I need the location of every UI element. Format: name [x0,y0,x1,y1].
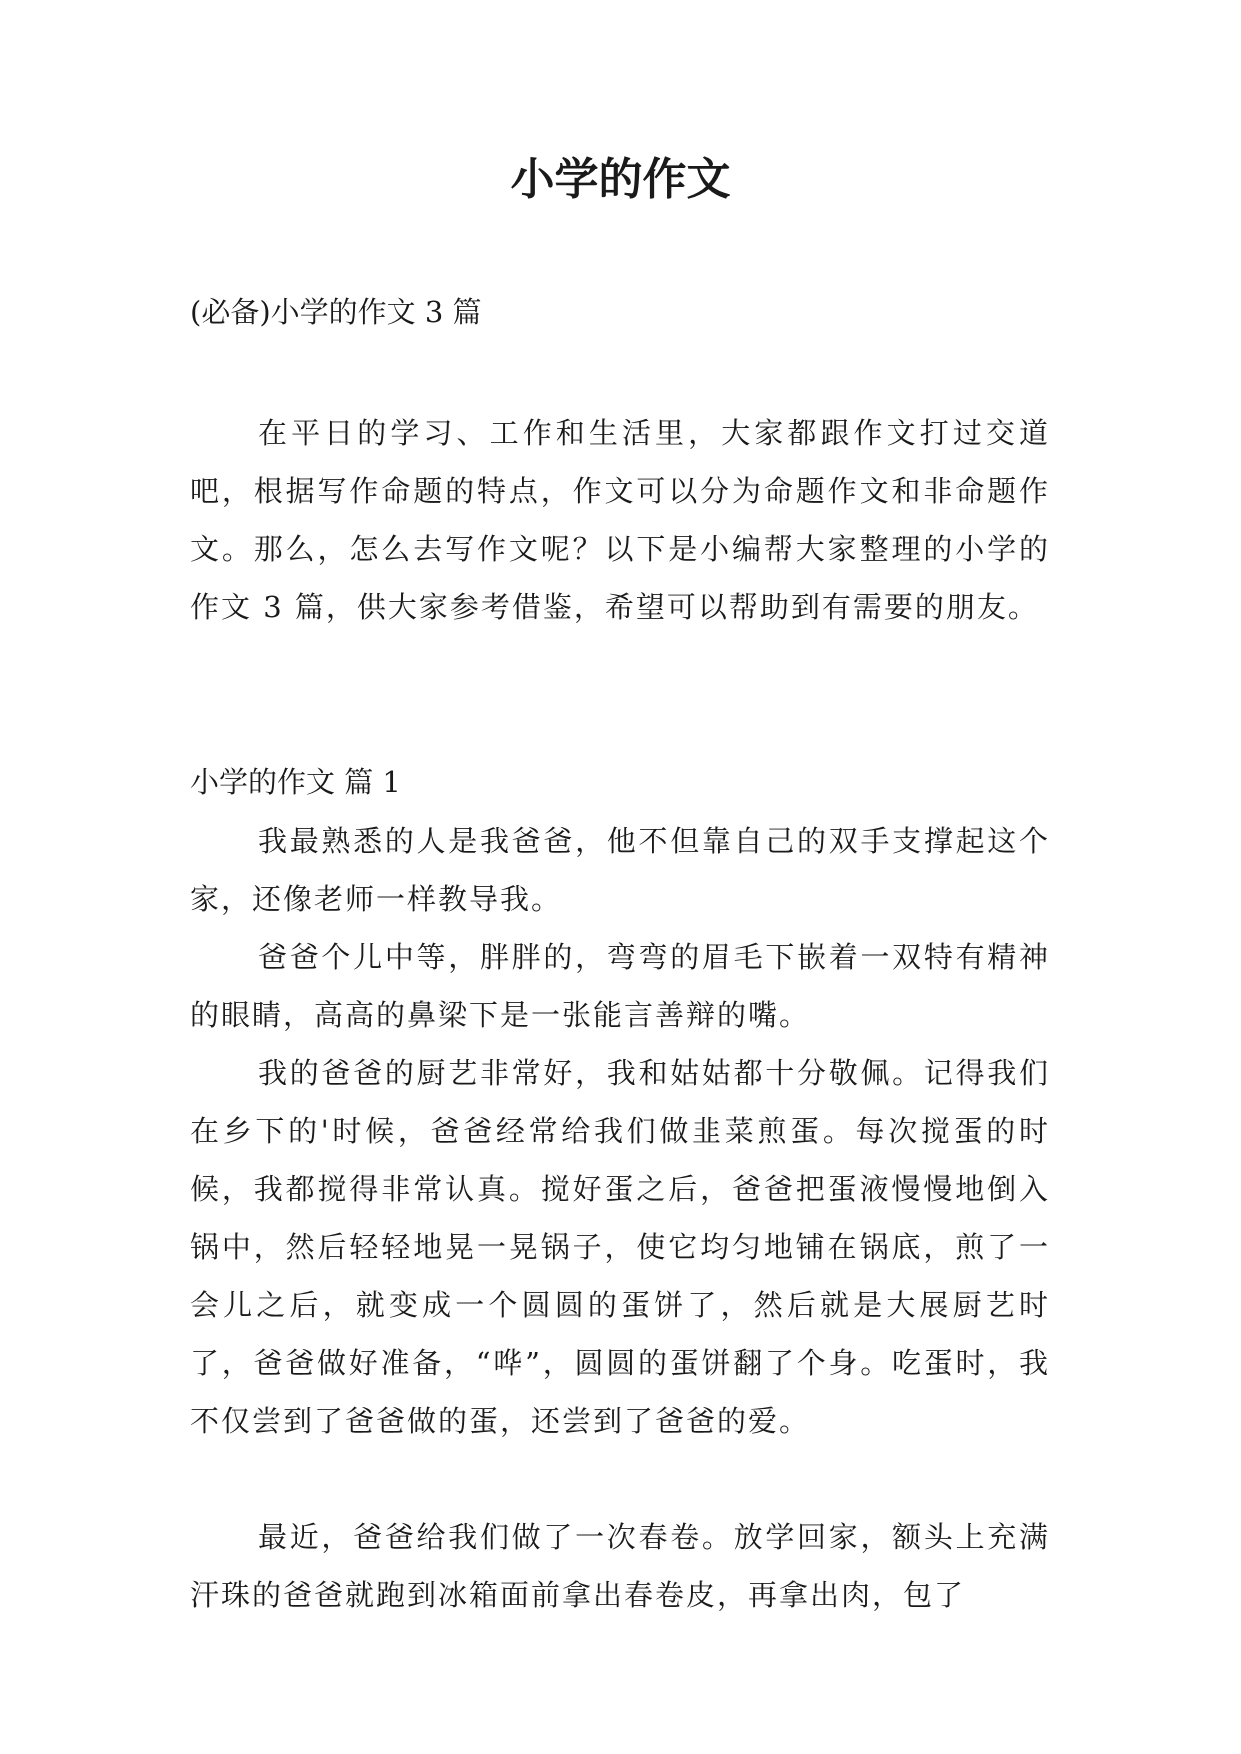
section-heading: 小学的作文 篇 1 [190,765,401,799]
document-title: 小学的作文 [510,154,731,205]
body-paragraph-4: 最近，爸爸给我们做了一次春卷。放学回家，额头上充满汗珠的爸爸就跑到冰箱面前拿出春卷皮，再拿出肉，包了 [190,1520,1050,1612]
intro-paragraph: 在平日的学习、工作和生活里，大家都跟作文打过交道吧，根据写作命题的特点，作文可以分为命题作文和非命题作文。那么，怎么去写作文呢？以下是小编帮大家整理的小学的作文 3 篇，供大家参考借鉴，希望可以帮助到有需要的朋友。 [190,416,1050,624]
body-paragraph-2: 爸爸个儿中等，胖胖的，弯弯的眉毛下嵌着一双特有精神的眼睛，高高的鼻梁下是一张能言善辩的嘴。 [190,940,1050,1032]
document-subtitle: (必备)小学的作文 3 篇 [190,295,482,329]
body-paragraph-1: 我最熟悉的人是我爸爸，他不但靠自己的双手支撑起这个家，还像老师一样教导我。 [190,824,1050,916]
body-paragraph-3: 我的爸爸的厨艺非常好，我和姑姑都十分敬佩。记得我们在乡下的'时候，爸爸经常给我们做韭菜煎蛋。每次搅蛋的时候，我都搅得非常认真。搅好蛋之后，爸爸把蛋液慢慢地倒入锅中，然后轻轻地晃一晃锅子，使它均匀地铺在锅底，煎了一会儿之后，就变成一个圆圆的蛋饼了，然后就是大展厨艺时了，爸爸做好准备，“哗”，圆圆的蛋饼翻了个身。吃蛋时，我不仅尝到了爸爸做的蛋，还尝到了爸爸的爱。 [190,1056,1050,1438]
